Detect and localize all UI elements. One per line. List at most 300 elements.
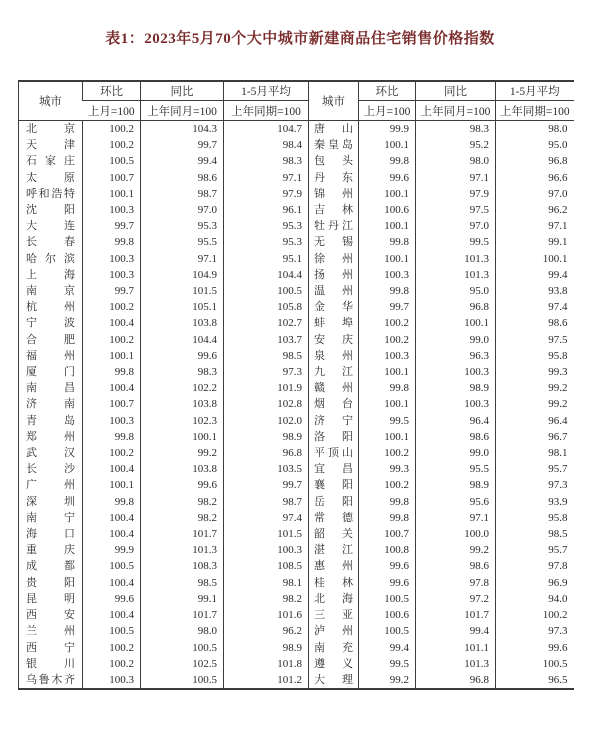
yoy-cell-left: 104.9 <box>141 267 224 283</box>
table-row <box>19 429 574 445</box>
mom-cell-right: 100.1 <box>359 218 416 234</box>
avg-cell-right: 95.0 <box>496 137 574 153</box>
avg-cell-left: 103.7 <box>224 332 309 348</box>
mom-cell-left: 100.7 <box>83 170 141 186</box>
yoy-cell-left: 98.6 <box>141 170 224 186</box>
table-row <box>19 623 574 639</box>
yoy-cell-left: 103.8 <box>141 461 224 477</box>
city-name: 南充 <box>314 641 353 654</box>
yoy-cell-left: 98.2 <box>141 494 224 510</box>
city-name: 济南 <box>26 398 75 411</box>
city-cell-left <box>19 429 83 445</box>
mom-cell-left: 99.8 <box>83 494 141 510</box>
avg-cell-left: 98.9 <box>224 640 309 656</box>
city-cell-left <box>19 413 83 429</box>
table-row <box>19 607 574 623</box>
yoy-cell-left: 108.3 <box>141 558 224 574</box>
yoy-cell-left: 97.1 <box>141 251 224 267</box>
city-name: 南京 <box>26 285 75 298</box>
avg-cell-right: 96.5 <box>496 672 574 689</box>
mom-cell-right: 100.2 <box>359 477 416 493</box>
mom-cell-left: 100.1 <box>83 477 141 493</box>
avg-cell-right: 97.0 <box>496 186 574 202</box>
mom-cell-right: 100.1 <box>359 429 416 445</box>
city-cell-left <box>19 607 83 623</box>
city-name: 哈尔滨 <box>26 252 75 265</box>
city-cell-left <box>19 170 83 186</box>
mom-cell-right: 99.5 <box>359 413 416 429</box>
table-row <box>19 558 574 574</box>
avg-cell-left: 105.8 <box>224 299 309 315</box>
avg-cell-left: 101.6 <box>224 607 309 623</box>
yoy-cell-right: 98.3 <box>416 121 496 138</box>
yoy-cell-left: 98.7 <box>141 186 224 202</box>
city-name: 牡丹江 <box>314 220 353 233</box>
yoy-cell-left: 102.5 <box>141 656 224 672</box>
yoy-cell-left: 98.5 <box>141 575 224 591</box>
city-cell-right <box>309 526 359 542</box>
city-name: 长春 <box>26 236 75 249</box>
yoy-cell-right: 98.9 <box>416 380 496 396</box>
city-cell-right <box>309 121 359 138</box>
city-name: 合肥 <box>26 333 75 346</box>
yoy-cell-right: 101.3 <box>416 656 496 672</box>
header-mom-base-left: 上月=100 <box>83 101 141 121</box>
city-cell-right <box>309 461 359 477</box>
city-name: 南宁 <box>26 511 75 524</box>
mom-cell-right: 99.2 <box>359 672 416 689</box>
yoy-cell-right: 96.8 <box>416 299 496 315</box>
city-name: 襄阳 <box>314 479 353 492</box>
city-name: 平顶山 <box>314 447 353 460</box>
header-avg-base-left: 上年同期=100 <box>224 101 309 121</box>
mom-cell-right: 99.8 <box>359 510 416 526</box>
city-cell-right <box>309 672 359 689</box>
city-name: 赣州 <box>314 382 353 395</box>
avg-cell-left: 104.7 <box>224 121 309 138</box>
avg-cell-right: 95.7 <box>496 542 574 558</box>
city-name: 北京 <box>26 123 75 135</box>
mom-cell-right: 100.1 <box>359 251 416 267</box>
avg-cell-right: 100.1 <box>496 251 574 267</box>
table-row <box>19 364 574 380</box>
yoy-cell-left: 100.5 <box>141 672 224 689</box>
table-row <box>19 672 574 689</box>
yoy-cell-right: 97.1 <box>416 170 496 186</box>
city-name: 大连 <box>26 220 75 233</box>
mom-cell-right: 99.8 <box>359 380 416 396</box>
city-cell-left <box>19 494 83 510</box>
mom-cell-right: 99.9 <box>359 121 416 138</box>
city-cell-left <box>19 153 83 169</box>
city-cell-left <box>19 332 83 348</box>
city-cell-left <box>19 186 83 202</box>
avg-cell-right: 97.4 <box>496 299 574 315</box>
avg-cell-right: 100.2 <box>496 607 574 623</box>
mom-cell-right: 99.6 <box>359 558 416 574</box>
city-cell-right <box>309 299 359 315</box>
yoy-cell-right: 95.2 <box>416 137 496 153</box>
mom-cell-right: 100.1 <box>359 364 416 380</box>
yoy-cell-left: 98.2 <box>141 510 224 526</box>
mom-cell-left: 100.2 <box>83 656 141 672</box>
table-row <box>19 186 574 202</box>
avg-cell-right: 95.8 <box>496 348 574 364</box>
city-name: 徐州 <box>314 252 353 265</box>
city-name: 武汉 <box>26 447 75 460</box>
mom-cell-left: 100.4 <box>83 380 141 396</box>
avg-cell-right: 99.4 <box>496 267 574 283</box>
city-name: 长沙 <box>26 463 75 476</box>
yoy-cell-left: 99.7 <box>141 137 224 153</box>
avg-cell-right: 99.2 <box>496 396 574 412</box>
city-name: 九江 <box>314 366 353 379</box>
mom-cell-left: 99.6 <box>83 591 141 607</box>
city-cell-left <box>19 267 83 283</box>
city-name: 广州 <box>26 479 75 492</box>
city-cell-left <box>19 251 83 267</box>
avg-cell-left: 98.1 <box>224 575 309 591</box>
mom-cell-right: 100.8 <box>359 542 416 558</box>
yoy-cell-right: 100.3 <box>416 364 496 380</box>
header-yoy-left: 同比 <box>141 81 224 101</box>
mom-cell-left: 100.7 <box>83 396 141 412</box>
city-name: 银川 <box>26 657 75 670</box>
city-cell-left <box>19 315 83 331</box>
avg-cell-left: 101.9 <box>224 380 309 396</box>
mom-cell-left: 100.1 <box>83 186 141 202</box>
yoy-cell-right: 98.9 <box>416 477 496 493</box>
city-cell-left <box>19 672 83 689</box>
yoy-cell-right: 100.3 <box>416 396 496 412</box>
city-cell-left <box>19 623 83 639</box>
yoy-cell-right: 97.0 <box>416 218 496 234</box>
header-avg-base-right: 上年同期=100 <box>496 101 574 121</box>
avg-cell-left: 97.3 <box>224 364 309 380</box>
yoy-cell-left: 99.1 <box>141 591 224 607</box>
city-name: 三亚 <box>314 609 353 622</box>
city-cell-left <box>19 558 83 574</box>
avg-cell-left: 95.3 <box>224 218 309 234</box>
city-name: 烟台 <box>314 398 353 411</box>
header-avg-right: 1-5月平均 <box>496 81 574 101</box>
city-name: 温州 <box>314 285 353 298</box>
table-row <box>19 526 574 542</box>
avg-cell-right: 95.8 <box>496 510 574 526</box>
city-name: 惠州 <box>314 560 353 573</box>
yoy-cell-right: 100.1 <box>416 315 496 331</box>
city-name: 杭州 <box>26 301 75 314</box>
city-name: 泉州 <box>314 349 353 362</box>
mom-cell-right: 100.7 <box>359 526 416 542</box>
avg-cell-right: 93.9 <box>496 494 574 510</box>
yoy-cell-left: 105.1 <box>141 299 224 315</box>
yoy-cell-left: 99.6 <box>141 348 224 364</box>
city-name: 桂林 <box>314 576 353 589</box>
city-name: 岳阳 <box>314 495 353 508</box>
avg-cell-left: 98.2 <box>224 591 309 607</box>
avg-cell-right: 93.8 <box>496 283 574 299</box>
table-row <box>19 218 574 234</box>
table-row <box>19 413 574 429</box>
mom-cell-right: 99.7 <box>359 299 416 315</box>
city-name: 湛江 <box>314 544 353 557</box>
city-cell-right <box>309 640 359 656</box>
avg-cell-left: 102.0 <box>224 413 309 429</box>
city-name: 郑州 <box>26 430 75 443</box>
avg-cell-right: 97.8 <box>496 558 574 574</box>
city-cell-right <box>309 558 359 574</box>
table-row <box>19 380 574 396</box>
mom-cell-left: 100.4 <box>83 315 141 331</box>
mom-cell-right: 99.6 <box>359 170 416 186</box>
avg-cell-left: 101.8 <box>224 656 309 672</box>
city-name: 遵义 <box>314 657 353 670</box>
avg-cell-right: 94.0 <box>496 591 574 607</box>
mom-cell-left: 100.3 <box>83 202 141 218</box>
yoy-cell-right: 99.4 <box>416 623 496 639</box>
avg-cell-right: 97.3 <box>496 623 574 639</box>
yoy-cell-right: 97.2 <box>416 591 496 607</box>
table-row <box>19 510 574 526</box>
city-name: 丹东 <box>314 171 353 184</box>
mom-cell-left: 100.4 <box>83 575 141 591</box>
city-name: 石家庄 <box>26 155 75 168</box>
mom-cell-right: 100.5 <box>359 591 416 607</box>
mom-cell-right: 100.1 <box>359 186 416 202</box>
city-cell-right <box>309 413 359 429</box>
yoy-cell-right: 99.0 <box>416 445 496 461</box>
table-row <box>19 575 574 591</box>
yoy-cell-right: 95.0 <box>416 283 496 299</box>
city-name: 安庆 <box>314 333 353 346</box>
avg-cell-right: 98.0 <box>496 121 574 138</box>
city-cell-right <box>309 542 359 558</box>
avg-cell-right: 96.7 <box>496 429 574 445</box>
table-header <box>19 81 574 121</box>
city-name: 乌鲁木齐 <box>26 673 75 686</box>
city-name: 锦州 <box>314 187 353 200</box>
avg-cell-left: 98.3 <box>224 153 309 169</box>
mom-cell-right: 100.2 <box>359 445 416 461</box>
mom-cell-left: 100.2 <box>83 445 141 461</box>
table-row <box>19 299 574 315</box>
avg-cell-left: 98.5 <box>224 348 309 364</box>
avg-cell-right: 100.5 <box>496 656 574 672</box>
header-mom-base-right: 上月=100 <box>359 101 416 121</box>
city-cell-right <box>309 202 359 218</box>
avg-cell-right: 95.7 <box>496 461 574 477</box>
header-city-left: 城市 <box>19 81 83 121</box>
yoy-cell-right: 98.6 <box>416 558 496 574</box>
yoy-cell-right: 99.5 <box>416 234 496 250</box>
city-cell-right <box>309 332 359 348</box>
avg-cell-right: 97.5 <box>496 332 574 348</box>
mom-cell-right: 99.6 <box>359 575 416 591</box>
table-row <box>19 170 574 186</box>
city-name: 大理 <box>314 673 353 686</box>
yoy-cell-left: 95.3 <box>141 218 224 234</box>
city-name: 包头 <box>314 155 353 168</box>
avg-cell-right: 96.4 <box>496 413 574 429</box>
city-cell-right <box>309 494 359 510</box>
mom-cell-left: 99.8 <box>83 234 141 250</box>
avg-cell-left: 96.8 <box>224 445 309 461</box>
table-row <box>19 477 574 493</box>
city-cell-left <box>19 445 83 461</box>
avg-cell-left: 98.9 <box>224 429 309 445</box>
city-cell-left <box>19 234 83 250</box>
city-cell-right <box>309 575 359 591</box>
mom-cell-left: 100.2 <box>83 299 141 315</box>
yoy-cell-left: 98.0 <box>141 623 224 639</box>
table-row <box>19 591 574 607</box>
city-name: 沈阳 <box>26 204 75 217</box>
city-cell-left <box>19 348 83 364</box>
city-cell-right <box>309 186 359 202</box>
avg-cell-left: 95.3 <box>224 234 309 250</box>
table-row <box>19 153 574 169</box>
table-row <box>19 332 574 348</box>
yoy-cell-left: 101.5 <box>141 283 224 299</box>
mom-cell-left: 100.2 <box>83 640 141 656</box>
avg-cell-left: 103.5 <box>224 461 309 477</box>
city-cell-right <box>309 218 359 234</box>
avg-cell-right: 98.6 <box>496 315 574 331</box>
city-name: 洛阳 <box>314 430 353 443</box>
city-name: 福州 <box>26 349 75 362</box>
city-cell-left <box>19 640 83 656</box>
avg-cell-right: 98.5 <box>496 526 574 542</box>
yoy-cell-left: 95.5 <box>141 234 224 250</box>
yoy-cell-right: 99.2 <box>416 542 496 558</box>
city-cell-left <box>19 283 83 299</box>
city-cell-right <box>309 607 359 623</box>
avg-cell-right: 99.2 <box>496 380 574 396</box>
yoy-cell-right: 101.3 <box>416 251 496 267</box>
yoy-cell-left: 98.3 <box>141 364 224 380</box>
mom-cell-left: 100.2 <box>83 332 141 348</box>
city-name: 无锡 <box>314 236 353 249</box>
mom-cell-right: 100.1 <box>359 137 416 153</box>
avg-cell-left: 102.7 <box>224 315 309 331</box>
header-city-right: 城市 <box>309 81 359 121</box>
city-cell-left <box>19 121 83 138</box>
yoy-cell-left: 97.0 <box>141 202 224 218</box>
yoy-cell-left: 99.4 <box>141 153 224 169</box>
avg-cell-right: 99.3 <box>496 364 574 380</box>
mom-cell-left: 99.7 <box>83 218 141 234</box>
yoy-cell-left: 100.5 <box>141 640 224 656</box>
avg-cell-left: 101.2 <box>224 672 309 689</box>
avg-cell-left: 96.2 <box>224 623 309 639</box>
yoy-cell-left: 100.1 <box>141 429 224 445</box>
mom-cell-right: 99.8 <box>359 283 416 299</box>
mom-cell-right: 99.3 <box>359 461 416 477</box>
city-name: 青岛 <box>26 414 75 427</box>
city-cell-left <box>19 510 83 526</box>
avg-cell-left: 102.8 <box>224 396 309 412</box>
city-name: 唐山 <box>314 123 353 135</box>
city-name: 金华 <box>314 301 353 314</box>
yoy-cell-left: 101.7 <box>141 607 224 623</box>
yoy-cell-right: 96.8 <box>416 672 496 689</box>
city-name: 兰州 <box>26 625 75 638</box>
city-cell-left <box>19 656 83 672</box>
city-cell-left <box>19 526 83 542</box>
city-cell-left <box>19 137 83 153</box>
table-row <box>19 542 574 558</box>
city-cell-right <box>309 153 359 169</box>
city-name: 宁波 <box>26 317 75 330</box>
yoy-cell-left: 103.8 <box>141 315 224 331</box>
avg-cell-left: 108.5 <box>224 558 309 574</box>
mom-cell-right: 100.3 <box>359 348 416 364</box>
city-name: 海口 <box>26 528 75 541</box>
city-cell-left <box>19 477 83 493</box>
price-index-table <box>18 80 574 690</box>
table-row <box>19 445 574 461</box>
yoy-cell-right: 95.5 <box>416 461 496 477</box>
yoy-cell-right: 100.0 <box>416 526 496 542</box>
city-cell-right <box>309 396 359 412</box>
city-name: 扬州 <box>314 268 353 281</box>
mom-cell-right: 99.8 <box>359 494 416 510</box>
header-yoy-base-right: 上年同月=100 <box>416 101 496 121</box>
yoy-cell-left: 102.3 <box>141 413 224 429</box>
page-title: 表1：2023年5月70个大中城市新建商品住宅销售价格指数 <box>105 31 495 47</box>
yoy-cell-left: 104.3 <box>141 121 224 138</box>
city-cell-right <box>309 591 359 607</box>
header-mom-right: 环比 <box>359 81 416 101</box>
mom-cell-right: 99.5 <box>359 656 416 672</box>
mom-cell-right: 99.4 <box>359 640 416 656</box>
avg-cell-right: 97.1 <box>496 218 574 234</box>
city-cell-right <box>309 315 359 331</box>
yoy-cell-left: 102.2 <box>141 380 224 396</box>
table-row <box>19 137 574 153</box>
city-cell-left <box>19 396 83 412</box>
mom-cell-left: 100.4 <box>83 461 141 477</box>
avg-cell-left: 101.5 <box>224 526 309 542</box>
city-name: 泸州 <box>314 625 353 638</box>
city-name: 韶关 <box>314 528 353 541</box>
mom-cell-right: 100.3 <box>359 267 416 283</box>
city-cell-right <box>309 510 359 526</box>
city-name: 吉林 <box>314 204 353 217</box>
yoy-cell-right: 97.5 <box>416 202 496 218</box>
city-cell-right <box>309 137 359 153</box>
city-name: 西安 <box>26 609 75 622</box>
yoy-cell-right: 97.8 <box>416 575 496 591</box>
city-name: 重庆 <box>26 544 75 557</box>
mom-cell-left: 100.2 <box>83 121 141 138</box>
mom-cell-left: 99.9 <box>83 542 141 558</box>
city-cell-right <box>309 380 359 396</box>
mom-cell-left: 100.5 <box>83 623 141 639</box>
city-cell-left <box>19 218 83 234</box>
city-cell-right <box>309 348 359 364</box>
yoy-cell-right: 97.1 <box>416 510 496 526</box>
avg-cell-left: 97.1 <box>224 170 309 186</box>
avg-cell-left: 100.5 <box>224 283 309 299</box>
mom-cell-left: 99.7 <box>83 283 141 299</box>
avg-cell-left: 100.3 <box>224 542 309 558</box>
avg-cell-left: 95.1 <box>224 251 309 267</box>
city-name: 蚌埠 <box>314 317 353 330</box>
mom-cell-left: 99.8 <box>83 364 141 380</box>
mom-cell-left: 99.8 <box>83 429 141 445</box>
